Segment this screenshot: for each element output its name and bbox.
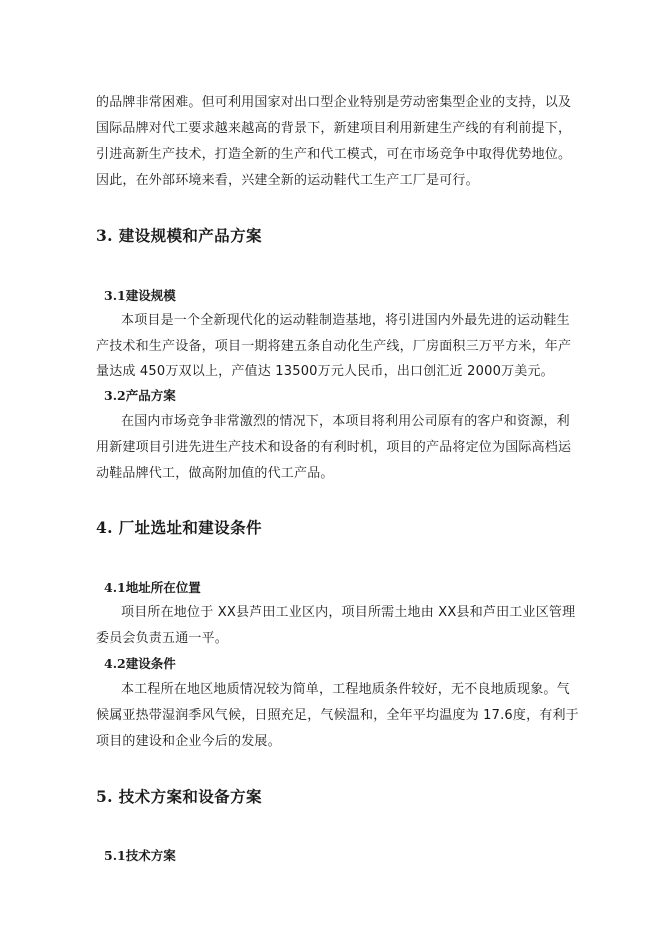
section-5-1-heading: 5.1技术方案 bbox=[104, 848, 176, 863]
intro-line-1: 的品牌非常困难。但可利用国家对出口型企业特别是劳动密集型企业的支持，以及 bbox=[96, 95, 572, 110]
section-3-1-line-3: 量达成 450万双以上，产值达 13500万元人民币，出口创汇近 2000万美元。 bbox=[96, 364, 554, 379]
section-3-heading: 3. 建设规模和产品方案 bbox=[96, 226, 262, 245]
section-3-2-heading: 3.2产品方案 bbox=[104, 388, 176, 403]
section-3-2-line-1: 在国内市场竞争非常激烈的情况下，本项目将利用公司原有的客户和资源，利 bbox=[121, 414, 570, 429]
section-3-1-heading: 3.1建设规模 bbox=[104, 288, 176, 303]
section-4-1-heading: 4.1地址所在位置 bbox=[104, 580, 201, 595]
section-4-1-line-2: 委员会负责五通一平。 bbox=[96, 631, 229, 646]
section-3-1-line-1: 本项目是一个全新现代化的运动鞋制造基地，将引进国内外最先进的运动鞋生 bbox=[121, 313, 570, 328]
section-4-2-line-1: 本工程所在地区地质情况较为简单，工程地质条件较好，无不良地质现象。气 bbox=[121, 682, 570, 697]
section-4-2-line-2: 候属亚热带湿润季风气候，日照充足，气候温和，全年平均温度为 17.6度，有利于 bbox=[96, 708, 579, 723]
section-3-1-line-2: 产技术和生产设备，项目一期将建五条自动化生产线，厂房面积三万平方米，年产 bbox=[96, 339, 572, 354]
intro-line-2: 国际品牌对代工要求越来越高的背景下，新建项目利用新建生产线的有利前提下， bbox=[96, 121, 572, 136]
section-4-2-heading: 4.2建设条件 bbox=[104, 656, 176, 671]
intro-line-4: 因此，在外部环境来看，兴建全新的运动鞋代工生产工厂是可行。 bbox=[96, 173, 479, 188]
section-4-2-line-3: 项目的建设和企业今后的发展。 bbox=[96, 734, 281, 749]
section-3-2-line-2: 用新建项目引进先进生产技术和设备的有利时机，项目的产品将定位为国际高档运 bbox=[96, 440, 572, 455]
section-4-heading: 4. 厂址选址和建设条件 bbox=[96, 518, 262, 537]
section-5-heading: 5. 技术方案和设备方案 bbox=[96, 787, 262, 806]
section-3-2-line-3: 动鞋品牌代工，做高附加值的代工产品。 bbox=[96, 466, 334, 481]
section-4-1-line-1: 项目所在地位于 XX县芦田工业区内，项目所需土地由 XX县和芦田工业区管理 bbox=[121, 605, 576, 620]
intro-line-3: 引进高新生产技术，打造全新的生产和代工模式，可在市场竞争中取得优势地位。 bbox=[96, 147, 572, 162]
